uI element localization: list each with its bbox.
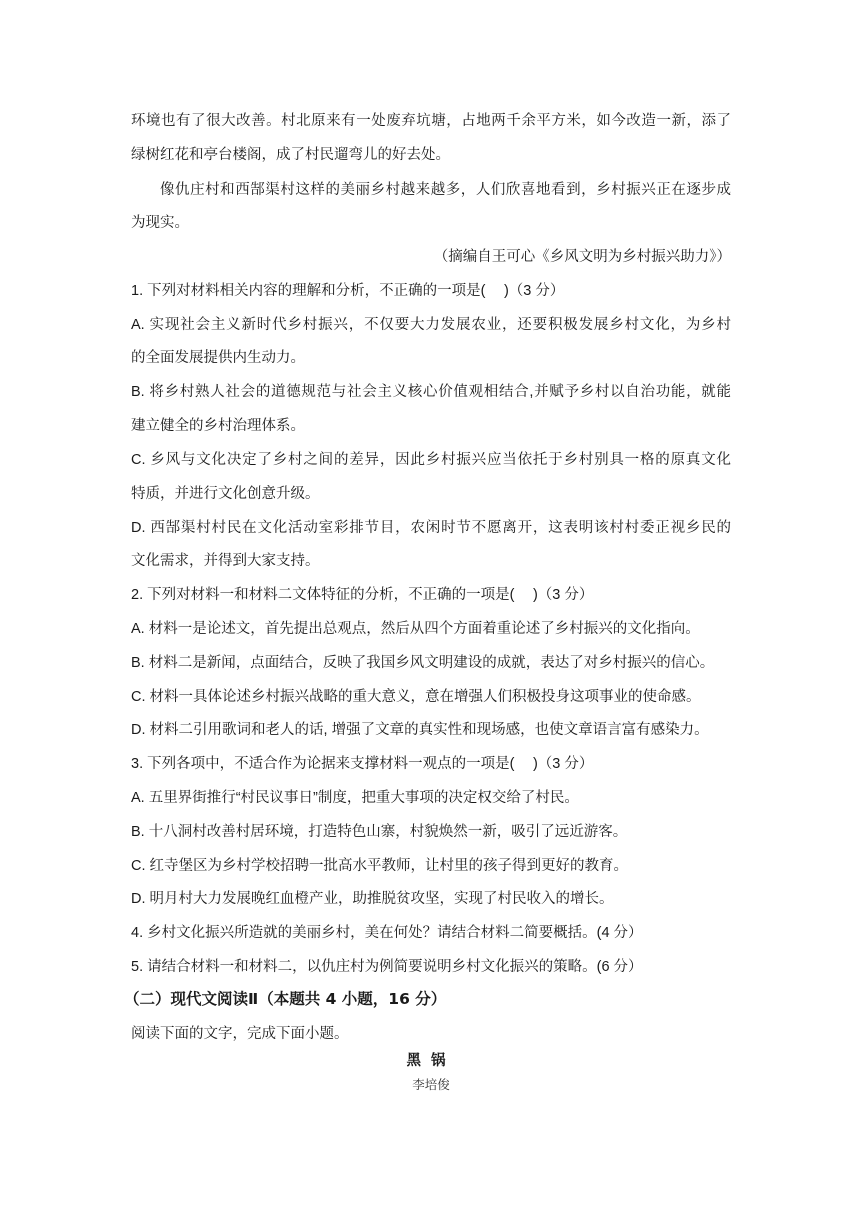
- question-1-option-b: B. 将乡村熟人社会的道德规范与社会主义核心价值观相结合,并赋予乡村以自治功能，就能: [131, 384, 731, 400]
- passage-line: 像仇庄村和西郜渠村这样的美丽乡村越来越多，人们欣喜地看到，乡村振兴正在逐步成: [160, 182, 731, 198]
- question-1-option-b-cont: 建立健全的乡村治理体系。: [131, 418, 305, 434]
- question-1-option-c: C. 乡风与文化决定了乡村之间的差异，因此乡村振兴应当依托于乡村别具一格的原真文化: [131, 452, 731, 468]
- question-2-option-b: B. 材料二是新闻，点面结合，反映了我国乡风文明建设的成就，表达了对乡村振兴的信心。: [131, 655, 715, 671]
- question-3-option-c: C. 红寺堡区为乡村学校招聘一批高水平教师，让村里的孩子得到更好的教育。: [131, 858, 629, 874]
- section-heading: （二）现代文阅读Ⅱ（本题共 4 小题，16 分）: [124, 990, 447, 1008]
- question-3-stem: 3. 下列各项中，不适合作为论据来支撑材料一观点的一项是( )（3 分）: [131, 756, 594, 772]
- question-2-stem: 2. 下列对材料一和材料二文体特征的分析，不正确的一项是( )（3 分）: [131, 587, 594, 603]
- question-3-option-d: D. 明月村大力发展晚红血橙产业，助推脱贫攻坚，实现了村民收入的增长。: [131, 891, 614, 907]
- passage-source: （摘编自王可心《乡风文明为乡村振兴助力》）: [433, 249, 731, 265]
- question-2-option-a: A. 材料一是论述文，首先提出总观点，然后从四个方面着重论述了乡村振兴的文化指向。: [131, 621, 700, 637]
- question-1-option-a-cont: 的全面发展提供内生动力。: [131, 350, 305, 366]
- story-author: 李培俊: [412, 1077, 450, 1092]
- question-3-option-b: B. 十八洞村改善村居环境，打造特色山寨，村貌焕然一新，吸引了远近游客。: [131, 824, 628, 840]
- passage-line: 绿树红花和亭台楼阁，成了村民遛弯儿的好去处。: [131, 147, 450, 163]
- question-2-option-d: D. 材料二引用歌词和老人的话, 增强了文章的真实性和现场感，也使文章语言富有感染力。: [131, 722, 709, 738]
- question-4: 4. 乡村文化振兴所造就的美丽乡村，美在何处？请结合材料二简要概括。(4 分）: [131, 925, 643, 941]
- section-instruction: 阅读下面的文字，完成下面小题。: [131, 1026, 349, 1042]
- question-1-option-d: D. 西郜渠村村民在文化活动室彩排节目，农闲时节不愿离开，这表明该村村委正视乡民的: [131, 520, 731, 536]
- question-3-option-a: A. 五里界街推行“村民议事日”制度，把重大事项的决定权交给了村民。: [131, 790, 579, 806]
- story-title: 黑锅: [406, 1053, 456, 1069]
- question-5: 5. 请结合材料一和材料二，以仇庄村为例简要说明乡村文化振兴的策略。(6 分）: [131, 959, 643, 975]
- question-2-option-c: C. 材料一具体论述乡村振兴战略的重大意义，意在增强人们积极投身这项事业的使命感。: [131, 689, 701, 705]
- question-1-option-c-cont: 特质，并进行文化创意升级。: [131, 486, 320, 502]
- passage-line: 为现实。: [131, 215, 189, 231]
- passage-line: 环境也有了很大改善。村北原来有一处废弃坑塘，占地两千余平方米，如今改造一新，添了: [131, 113, 731, 129]
- question-1-option-d-cont: 文化需求，并得到大家支持。: [131, 553, 320, 569]
- question-1-option-a: A. 实现社会主义新时代乡村振兴，不仅要大力发展农业，还要积极发展乡村文化，为乡村: [131, 317, 731, 333]
- question-1-stem: 1. 下列对材料相关内容的理解和分析，不正确的一项是( )（3 分）: [131, 283, 565, 299]
